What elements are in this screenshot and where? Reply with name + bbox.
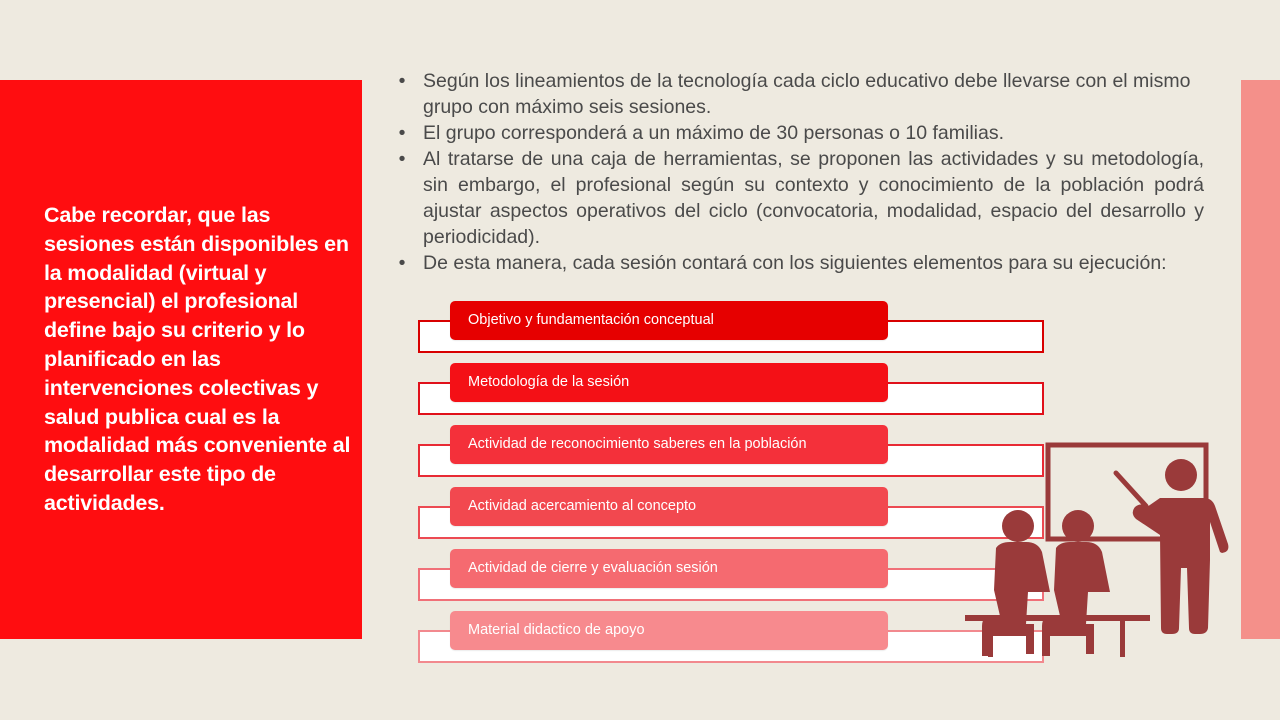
bullet-dot: • [398, 122, 406, 144]
bullet-list [392, 68, 1204, 276]
bullet-dot: • [398, 252, 406, 274]
bullet-dot: • [398, 148, 406, 170]
step-objective: Objetivo y fundamentación conceptual [450, 301, 888, 340]
step-recognition-activity: Actividad de reconocimiento saberes en la población [450, 425, 888, 464]
bullet-item [392, 146, 1204, 250]
bullet-text: De esta manera, cada sesión contará con los siguientes elementos para su ejecución: [423, 252, 1167, 274]
bullet-text: Según los lineamientos de la tecnología cada ciclo educativo debe llevarse con el mismo grupo con máximo seis sesiones. [423, 70, 1191, 118]
step-methodology: Metodología de la sesión [450, 363, 888, 402]
classroom-teacher-icon [960, 440, 1230, 665]
step-support-material: Material didactico de apoyo [450, 611, 888, 650]
bullet-dot: • [398, 70, 406, 92]
bullet-text: El grupo corresponderá a un máximo de 30 personas o 10 familias. [423, 122, 1004, 144]
left-panel-text: Cabe recordar, que las sesiones están disponibles en la modalidad (virtual y presencial) el profesional define bajo su criterio y lo planificado en las intervenciones colectivas y salud publica cual es la modalidad más conveniente al desarrollar este tipo de actividades. [44, 203, 351, 515]
step-approach-activity: Actividad acercamiento al concepto [450, 487, 888, 526]
step-closing-activity: Actividad de cierre y evaluación sesión [450, 549, 888, 588]
bullet-item [392, 250, 1204, 276]
right-accent-strip [1241, 80, 1280, 639]
bullet-text: Al tratarse de una caja de herramientas, se proponen las actividades y su metodología, sin embargo, el profesional según su contexto y conocimiento de la población podrá ajustar aspectos operativos del ciclo (convocatoria, modalidad, espacio del desarrollo y periodicidad). [423, 148, 1204, 248]
bullet-item [392, 68, 1204, 120]
bullet-item [392, 120, 1204, 146]
